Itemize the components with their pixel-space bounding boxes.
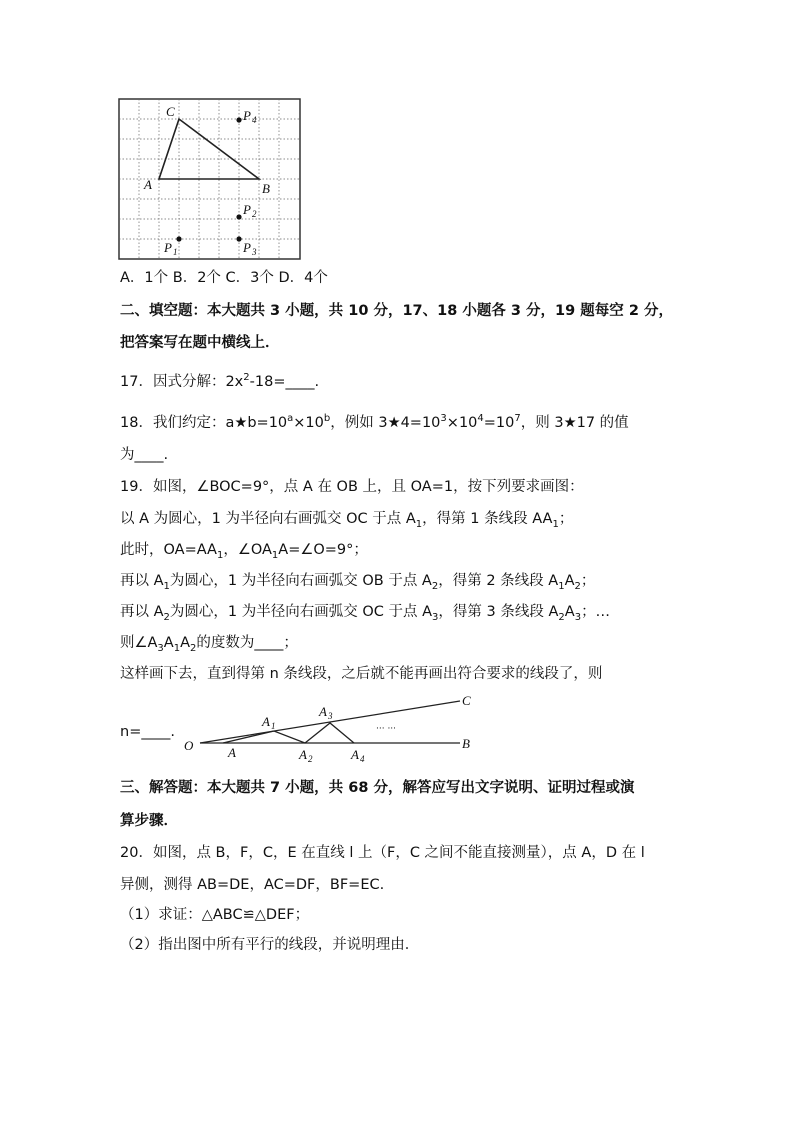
q18-sup-5: 7 <box>514 413 521 424</box>
q19-line6 <box>120 633 298 659</box>
q19-l5-d: A <box>564 604 575 620</box>
q19-l5-sub3: 2 <box>558 611 565 623</box>
label-a4-sub: 4 <box>360 754 365 762</box>
q19-l4-e: ； <box>580 573 596 589</box>
q17 <box>120 368 319 392</box>
point-p2 <box>236 214 241 219</box>
q20-line3: （1）求证：△ABC≌△DEF； <box>120 907 310 923</box>
section2-heading-line1: 二、填空题：本大题共 3 小题，共 10 分，17、18 小题各 3 分，19 题每空 2 分， <box>120 303 673 319</box>
q18-line1 <box>120 409 629 433</box>
point-p4 <box>236 117 241 122</box>
q18-text-d: ×10 <box>446 414 478 431</box>
q18-sup-1: a <box>287 413 294 424</box>
q17-pre: 17．因式分解：2x <box>120 373 244 390</box>
q18-sup-4: 4 <box>477 413 484 424</box>
q19-line8: n=____. <box>120 724 175 740</box>
q19-l5-c: ，得第 3 条线段 A <box>438 604 559 620</box>
q19-l3-b: ，∠OA <box>223 542 272 558</box>
q19-l6-sub3: 2 <box>190 642 197 654</box>
label-p1-sub: 1 <box>173 247 178 257</box>
q19-l3-a: 此时，OA=AA <box>120 542 217 558</box>
q17-post: -18=____. <box>249 373 320 390</box>
q19-l6-a: 则∠A <box>120 635 158 651</box>
q18-sup-3: 3 <box>440 413 447 424</box>
section3-heading-line1: 三、解答题：本大题共 7 小题，共 68 分，解答应写出文字说明、证明过程或演 <box>120 780 635 796</box>
ellipsis: ··· ··· <box>376 724 397 734</box>
ray-oc <box>200 701 460 743</box>
q19-line7: 这样画下去，直到得第 n 条线段，之后就不能再画出符合要求的线段了，则 <box>120 666 603 682</box>
q16-options: A．1个 B．2个 C．3个 D．4个 <box>120 270 328 286</box>
q19-l5-b: 为圆心，1 为半径向右画弧交 OC 于点 A <box>169 604 433 620</box>
label-a3-sub: 3 <box>328 711 333 721</box>
q18-text-a: 18．我们约定：a★b=10 <box>120 414 288 431</box>
label-a1: A <box>262 714 270 729</box>
q19-l4-sub4: 2 <box>574 580 581 592</box>
q19-l6-sub2: 1 <box>173 642 181 654</box>
label-p4-sub: 4 <box>252 115 257 125</box>
grid-figure <box>118 98 304 262</box>
label-c: C <box>462 693 471 708</box>
q19-l6-d: 的度数为____； <box>196 635 298 651</box>
q19-l3-c: A=∠O=9°； <box>278 542 368 558</box>
q17-sup: 2 <box>243 372 250 383</box>
label-c: C <box>166 104 175 119</box>
q19-l5-sub2: 3 <box>432 611 439 623</box>
q19-l4-sub1: 1 <box>163 580 170 592</box>
section2-heading-line2: 把答案写在题中横线上． <box>120 335 280 351</box>
point-p1 <box>176 236 181 241</box>
label-p3: P <box>243 240 251 255</box>
section3-heading-line2: 算步骤． <box>120 813 178 829</box>
q19-l5-e: ；… <box>581 604 611 620</box>
q19-line5 <box>120 602 610 628</box>
q19-l2-sub2: 1 <box>552 518 559 530</box>
q19-line4 <box>120 571 595 597</box>
q18-text-c: ，例如 3★4=10 <box>330 414 441 431</box>
label-p3-sub: 3 <box>252 247 257 257</box>
q18-text-f: ，则 3★17 的值 <box>520 414 629 431</box>
angle-figure <box>178 690 488 762</box>
label-b: B <box>262 181 270 196</box>
q19-l4-sub2: 2 <box>431 580 439 592</box>
q19-l4-sub3: 1 <box>558 580 565 592</box>
q18-line2: 为____. <box>120 447 169 463</box>
q19-line3 <box>120 540 368 566</box>
q19-l6-b: A <box>163 635 174 651</box>
q19-l2-a: 以 A 为圆心，1 为半径向右画弧交 OC 于点 A <box>120 511 416 527</box>
q19-l6-c: A <box>180 635 191 651</box>
label-b: B <box>462 736 470 751</box>
q19-l4-a: 再以 A <box>120 573 164 589</box>
q19-l2-c: ； <box>558 511 574 527</box>
q19-l5-a: 再以 A <box>120 604 164 620</box>
label-a4: A <box>351 747 359 762</box>
q19-l2-sub1: 1 <box>415 518 423 530</box>
q19-l4-b: 为圆心，1 为半径向右画弧交 OB 于点 A <box>169 573 432 589</box>
q18-text-e: =10 <box>483 414 515 431</box>
label-p4: P <box>243 108 251 123</box>
label-a1-sub: 1 <box>271 721 276 731</box>
label-p2: P <box>243 202 251 217</box>
label-a: A <box>144 177 152 192</box>
zigzag-segments <box>223 723 354 743</box>
q19-l4-d: A <box>564 573 575 589</box>
q19-l4-c: ，得第 2 条线段 A <box>438 573 559 589</box>
q18-sup-2: b <box>323 413 331 424</box>
q19-l3-sub2: 1 <box>271 549 279 561</box>
q19-l5-sub4: 3 <box>574 611 582 623</box>
label-p2-sub: 2 <box>252 209 257 219</box>
q20-line2: 异侧，测得 AB=DE，AC=DF，BF=EC. <box>120 877 385 893</box>
q20-line4: （2）指出图中所有平行的线段，并说明理由． <box>120 937 420 953</box>
q19-l5-sub1: 2 <box>163 611 170 623</box>
label-a3: A <box>319 704 327 719</box>
q19-l6-sub1: 3 <box>157 642 164 654</box>
point-p3 <box>236 236 241 241</box>
label-p1: P <box>164 240 172 255</box>
q19-l3-sub1: 1 <box>216 549 224 561</box>
q19-line2 <box>120 509 573 535</box>
q19-line1: 19．如图，∠BOC=9°，点 A 在 OB 上，且 OA=1，按下列要求画图： <box>120 479 584 495</box>
q18-text-b: ×10 <box>293 414 324 431</box>
label-a2-sub: 2 <box>308 754 313 762</box>
label-a2: A <box>299 747 307 762</box>
q19-l2-b: ，得第 1 条线段 AA <box>422 511 553 527</box>
label-a: A <box>228 745 236 760</box>
label-o: O <box>184 738 194 753</box>
q20-line1: 20．如图，点 B，F，C，E 在直线 l 上（F，C 之间不能直接测量），点 A，D 在 l <box>120 845 645 861</box>
